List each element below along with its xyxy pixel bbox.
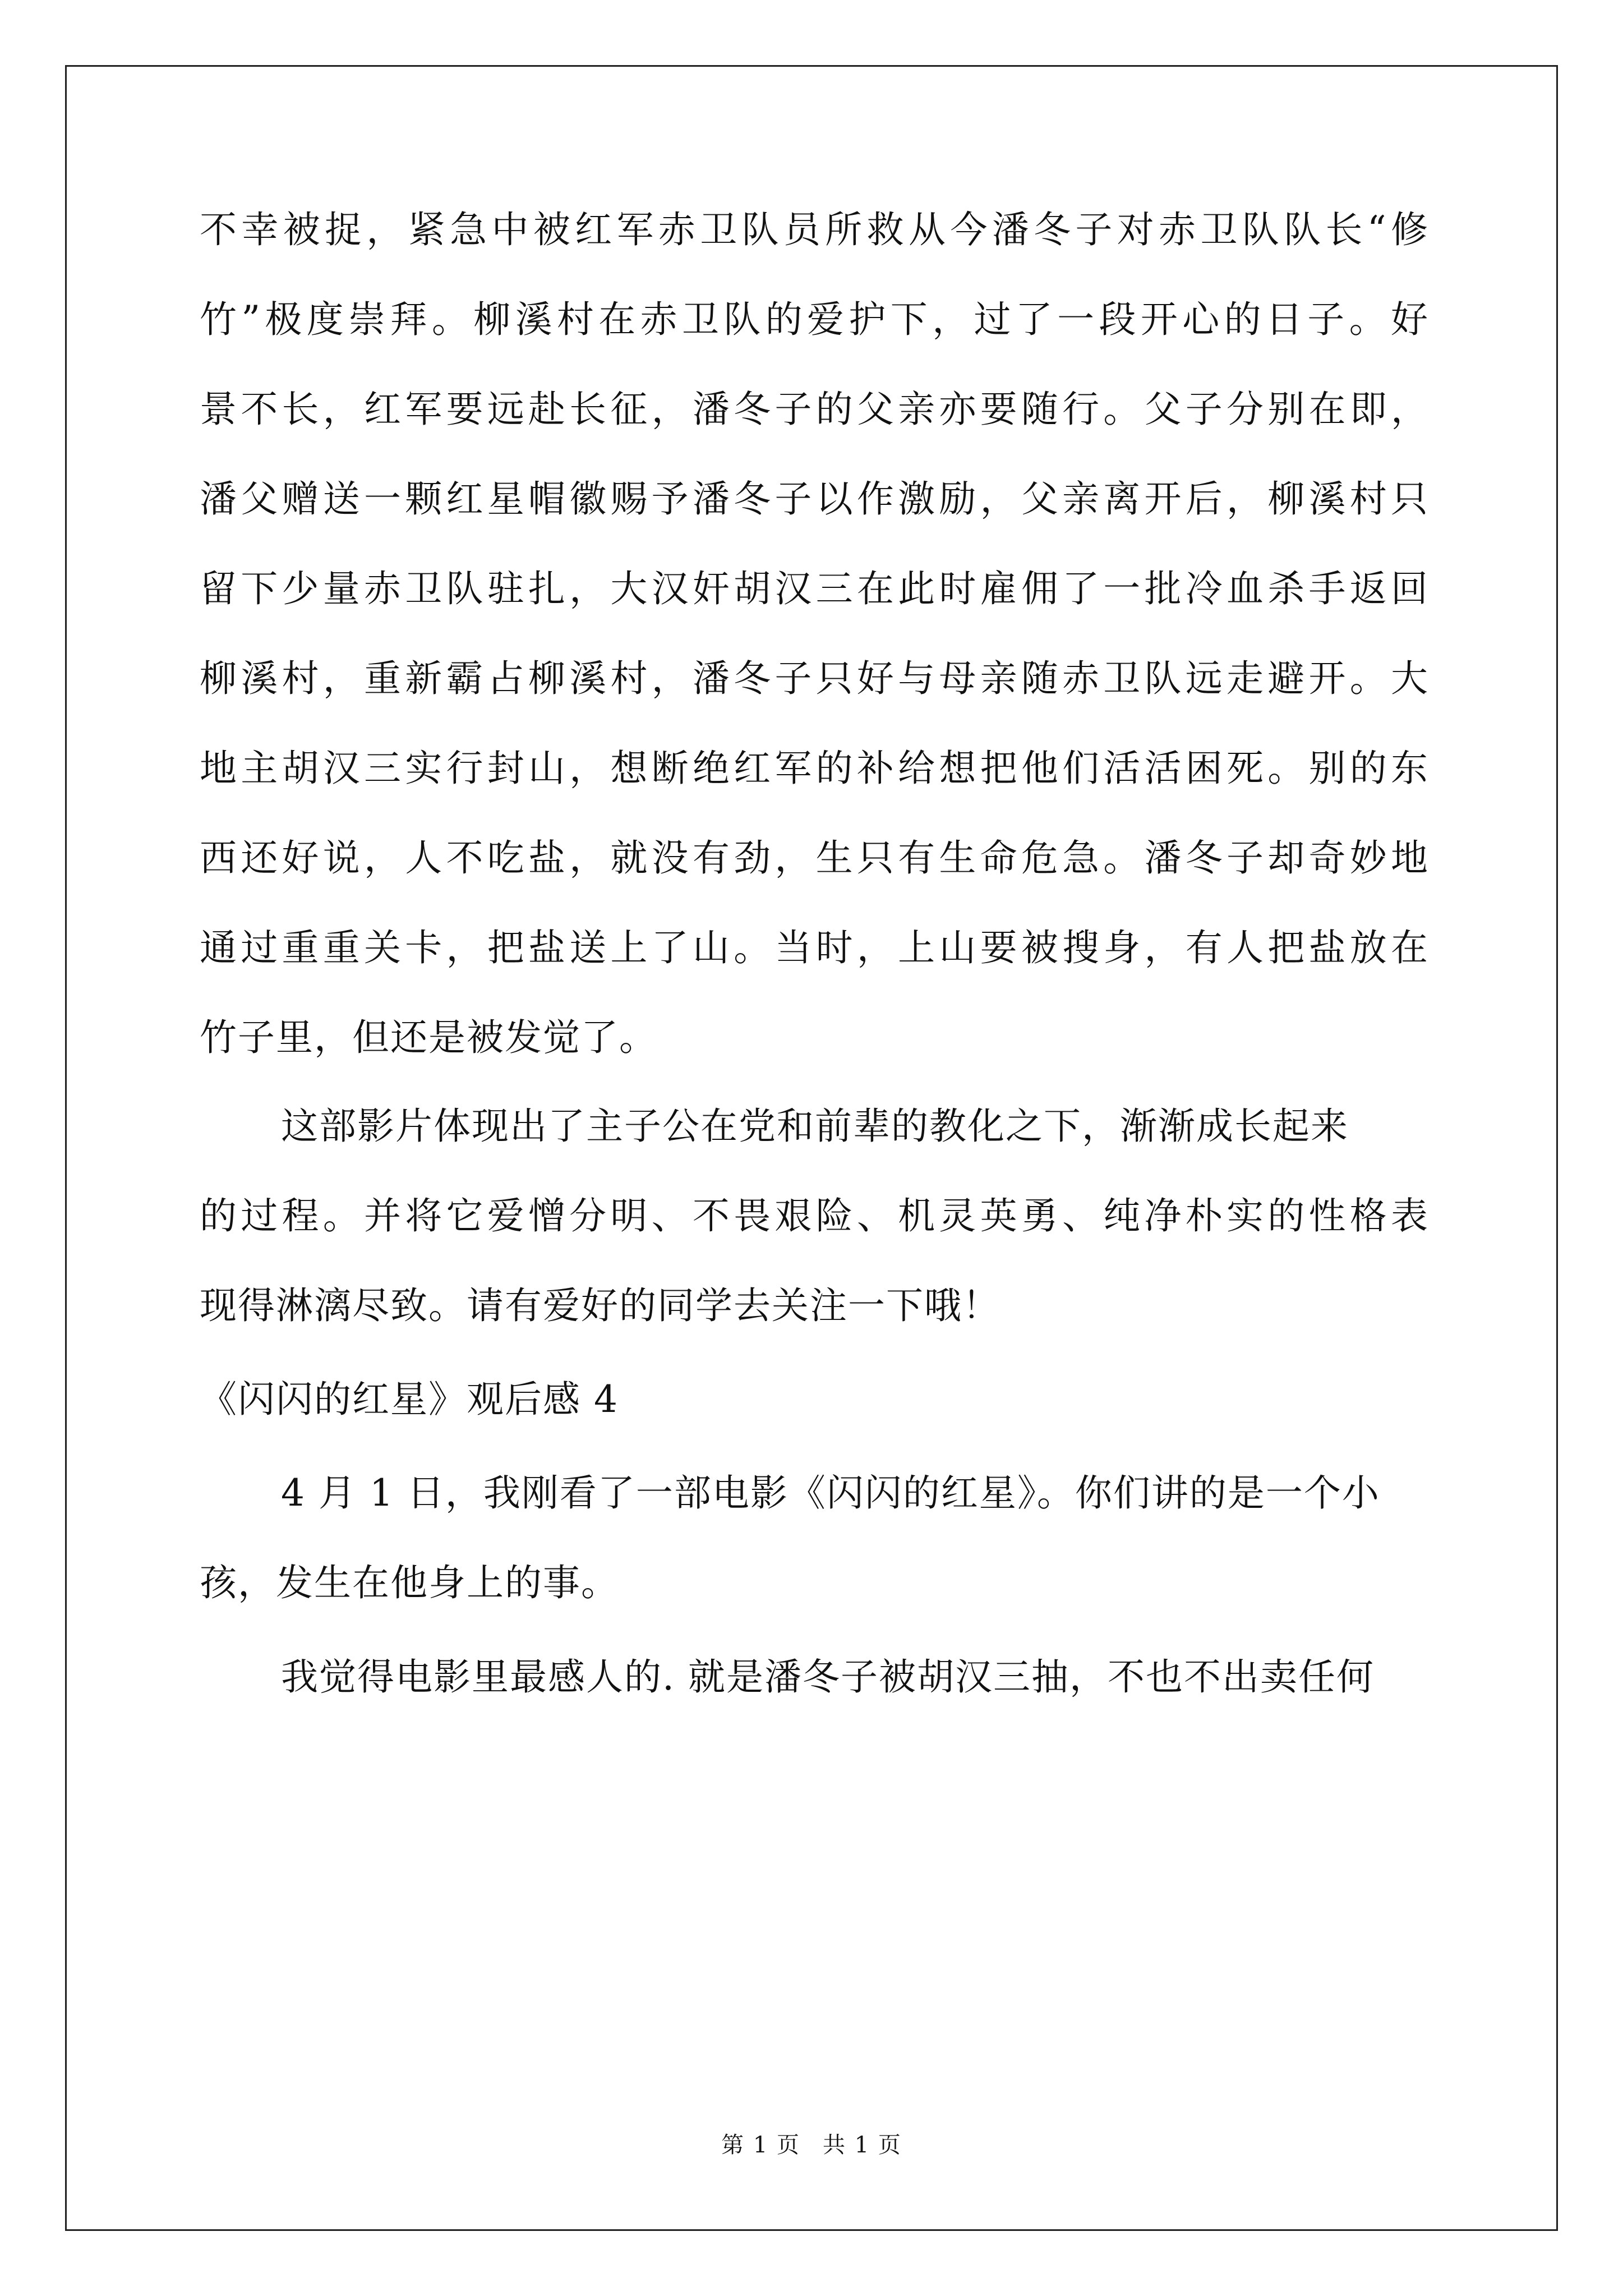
paragraph-line: 西还好说，人不吃盐，就没有劲，生只有生命危急。潘冬子却奇妙地 — [200, 836, 1428, 880]
paragraph-line: 通过重重关卡，把盐送上了山。当时，上山要被搜身，有人把盐放在 — [200, 926, 1428, 969]
paragraph-line: 这部影片体现出了主子公在党和前辈的教化之下，渐渐成长起来 — [281, 1105, 1349, 1148]
page-total: 共 1 页 — [823, 2132, 902, 2158]
paragraph-line: 潘父赠送一颗红星帽徽赐予潘冬子以作激励，父亲离开后，柳溪村只 — [200, 477, 1428, 521]
page-footer — [0, 2132, 1623, 2159]
paragraph-line: 竹子里，但还是被发觉了。 — [200, 1016, 657, 1059]
paragraph-line: 的过程。并将它爱憎分明、不畏艰险、机灵英勇、纯净朴实的性格表 — [200, 1194, 1428, 1237]
page-number: 第 1 页 — [721, 2132, 800, 2158]
paragraph-line: 留下少量赤卫队驻扎，大汉奸胡汉三在此时雇佣了一批冷血杀手返回 — [200, 567, 1428, 610]
paragraph-line: 现得淋漓尽致。请有爱好的同学去关注一下哦！ — [200, 1284, 1000, 1327]
paragraph-line: 我觉得电影里最感人的. 就是潘冬子被胡汉三抽，不也不出卖任何 — [281, 1655, 1375, 1699]
paragraph-line: 地主胡汉三实行封山，想断绝红军的补给想把他们活活困死。别的东 — [200, 747, 1428, 790]
paragraph-line: 柳溪村，重新霸占柳溪村，潘冬子只好与母亲随赤卫队远走避开。大 — [200, 657, 1428, 700]
paragraph-line: 4 月 1 日，我刚看了一部电影《闪闪的红星》。你们讲的是一个小 — [281, 1471, 1380, 1515]
paragraph-line: 孩，发生在他身上的事。 — [200, 1561, 619, 1604]
section-heading: 《闪闪的红星》观后感 4 — [200, 1378, 619, 1421]
paragraph-line: 不幸被捉，紧急中被红军赤卫队员所救从今潘冬子对赤卫队队长“修 — [200, 208, 1428, 251]
paragraph-line: 竹”极度崇拜。柳溪村在赤卫队的爱护下，过了一段开心的日子。好 — [200, 298, 1428, 341]
paragraph-line: 景不长，红军要远赴长征，潘冬子的父亲亦要随行。父子分别在即， — [200, 388, 1428, 431]
